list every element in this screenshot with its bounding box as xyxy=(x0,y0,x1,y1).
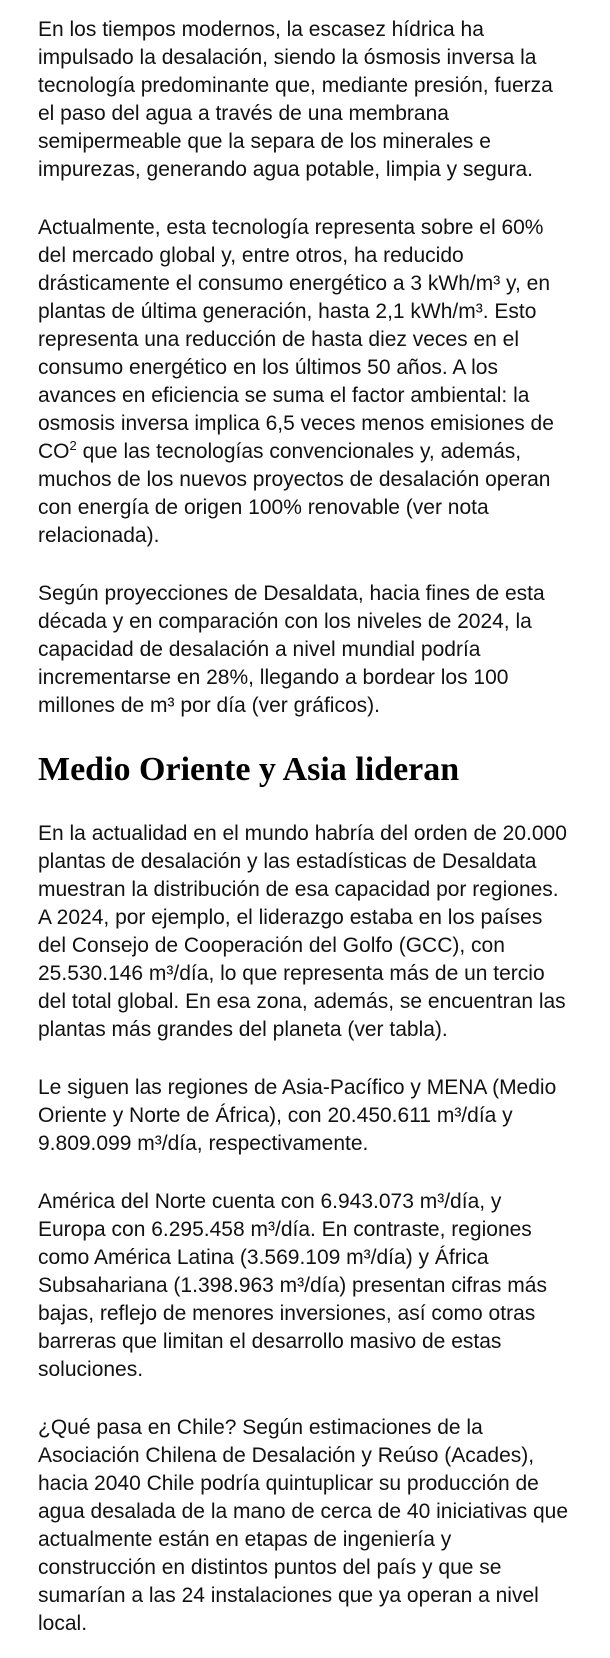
technology-paragraph-continued: que las tecnologías convencionales y, además, muchos de los nuevos proyectos de desalación operan con energía de origen 100% renovable (ver nota relacionada). xyxy=(38,440,551,547)
regions-capacity-paragraph: En la actualidad en el mundo habría del orden de 20.000 plantas de desalación y las estadísticas de Desaldata muestran la distribución de esa capacidad por regiones. A 2024, por ejemplo, el liderazgo estaba en los países del Consejo de Cooperación del Golfo (GCC), con 25.530.146 m³/día, lo que representa más de un tercio del total global. En esa zona, además, se encuentran las plantas más grandes del planeta (ver tabla). xyxy=(38,822,567,1041)
asia-mena-paragraph: Le siguen las regiones de Asia-Pacífico y MENA (Medio Oriente y Norte de África), con 20.450.611 m³/día y 9.809.099 m³/día, respectivamente. xyxy=(38,1076,557,1155)
chile-paragraph: ¿Qué pasa en Chile? Según estimaciones de la Asociación Chilena de Desalación y Reúso (Acades), hacia 2040 Chile podría quintuplicar su producción de agua desalada de la mano de cerca de 40 iniciativas que actualmente están en etapas de ingeniería y construcción en distintos puntos del país y que se sumarían a las 24 instalaciones que ya operan a nivel local. xyxy=(38,1416,569,1635)
projections-paragraph: Según proyecciones de Desaldata, hacia fines de esta década y en comparación con los niveles de 2024, la capacidad de desalación a nivel mundial podría incrementarse en 28%, llegando a bordear los 100 millones de m³ por día (ver gráficos). xyxy=(38,582,545,717)
america-europe-paragraph: América del Norte cuenta con 6.943.073 m³/día, y Europa con 6.295.458 m³/día. En contraste, regiones como América Latina (3.569.109 m³/día) y África Subsahariana (1.398.963 m³/día) presentan cifras más bajas, reflejo de menores inversiones, así como otras barreras que limitan el desarrollo masivo de estas soluciones. xyxy=(38,1190,547,1381)
co2-superscript: 2 xyxy=(69,438,77,453)
technology-paragraph-text: Actualmente, esta tecnología representa sobre el 60% del mercado global y, entre otros, ha reducido drásticamente el consumo energético a 3 kWh/m³ y, en plantas de última generación, hasta 2,1 kWh/m³. Esto representa una reducción de hasta diez veces en el consumo energético en los últimos 50 años. A los avances en eficiencia se suma el factor ambiental: la osmosis inversa implica 6,5 veces menos emisiones de CO xyxy=(38,216,554,463)
intro-paragraph: En los tiempos modernos, la escasez hídrica ha impulsado la desalación, siendo la ósmosis inversa la tecnología predominante que, mediante presión, fuerza el paso del agua a través de una membrana semipermeable que la separa de los minerales e impurezas, generando agua potable, limpia y segura. xyxy=(38,18,553,181)
section-heading: Medio Oriente y Asia lideran xyxy=(38,751,460,788)
technology-paragraph xyxy=(38,214,573,550)
